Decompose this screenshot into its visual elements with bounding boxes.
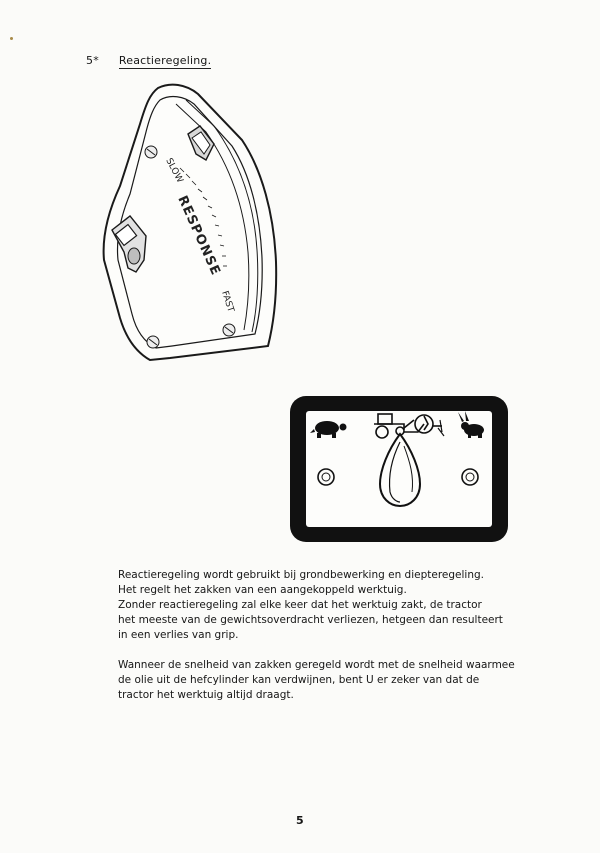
response-label: RESPONSE <box>174 193 224 279</box>
paragraph-line: Wanneer de snelheid van zakken geregeld wordt met de snelheid waarmee <box>118 659 515 671</box>
page-number: 5 <box>296 814 304 827</box>
paragraph-line: de olie uit de hefcylinder kan verdwijnen, bent U er zeker van dat de <box>118 674 480 686</box>
paragraph-gap <box>118 643 508 658</box>
slow-label: SLOW <box>163 156 185 185</box>
body-text <box>118 568 515 703</box>
paragraph-line: tractor het werktuig altijd draagt. <box>118 689 294 701</box>
paragraph-line: in een verlies van grip. <box>118 629 239 641</box>
paragraph-line: Het regelt het zakken van een aangekoppeld werktuig. <box>118 584 407 596</box>
paragraph-line: Zonder reactieregeling zal elke keer dat het werktuig zakt, de tractor <box>118 599 482 611</box>
section-number: 5* <box>86 54 99 67</box>
section-title: Reactieregeling. <box>118 54 212 67</box>
response-decal-illustration <box>290 396 508 542</box>
fast-label: FAST <box>219 289 236 314</box>
paragraph-line: het meeste van de gewichtsoverdracht verliezen, hetgeen dan resulteert <box>118 614 503 626</box>
paragraph-line: Reactieregeling wordt gebruikt bij grondbewerking en diepteregeling. <box>118 569 485 581</box>
